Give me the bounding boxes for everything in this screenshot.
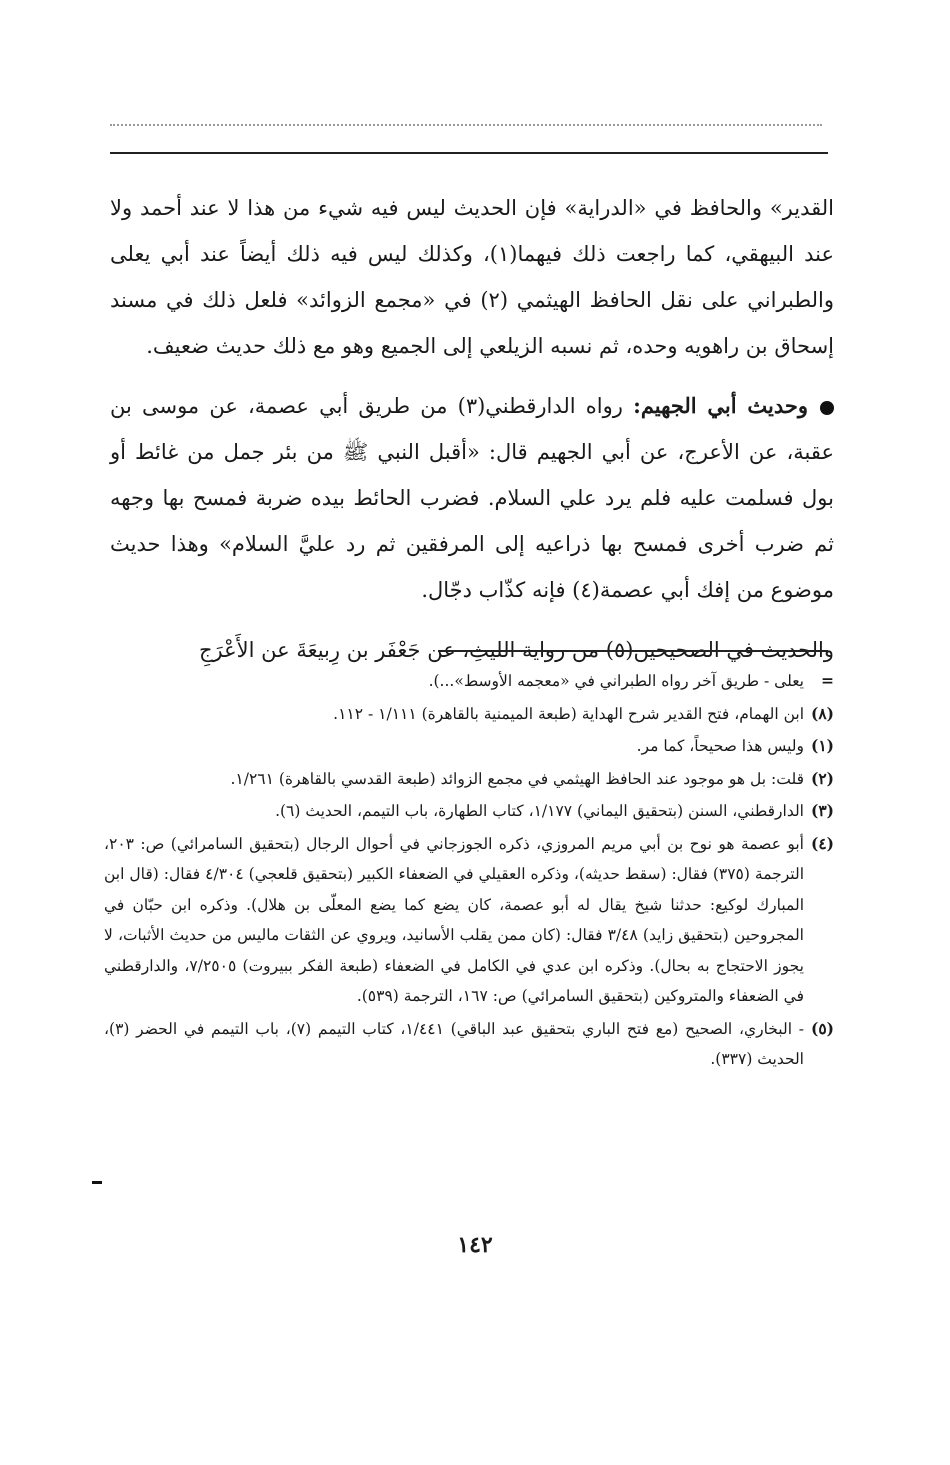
footnote-text: أبو عصمة هو نوح بن أبي مريم المروزي، ذكره الجوزجاني في أحوال الرجال (بتحقيق السامرائي) ص: ٢٠٣، الترجمة (٣٧٥) فقال: (سقط حديثه)، وذكره العقيلي في الضعفاء الكبير (بتحقيق قلعجي) ٤/٣٠٤ فقال: (قال ابن المبارك لوكيع: حدثنا شيخ يقال له أبو عصمة، كان يضع كما يضع المعلّى بن هلال). وذكره ابن حبّان في المجروحين (بتحقيق زايد) ٣/٤٨ فقال: (كان ممن يقلب الأسانيد، ويروي عن الثقات ماليس من حديث الأثبات، لا يجوز الاحتجاج به بحال). وذكره ابن عدي في الكامل في الضعفاء (طبعة الفكر ببيروت) ٧/٢٥٠٥، والدارقطني في الضعفاء والمتروكين (بتحقيق السامرائي) ص: ١٦٧، الترجمة (٥٣٩).: [104, 834, 804, 1005]
header-dotted-rule: [110, 124, 822, 126]
paragraph-3: والحديث في الصحيحين(٥) من رواية الليثِ، عن جَعْفَر بن رِبيعَةَ عن الأَعْرَجِ: [198, 638, 834, 662]
paragraph-2-lead: وحديث أبي الجهيم:: [633, 393, 808, 418]
paragraph-2-text: رواه الدارقطني(٣) من طريق أبي عصمة، عن موسى بن عقبة، عن الأعرج، عن أبي الجهيم قال: «أقبل النبي ﷺ من بئر جمل من غائط أو بول فسلمت عليه فلم يرد علي السلام. فضرب الحائط بيده ضربة فمسح بها وجهه ثم ضرب أخرى فمسح بها ذراعيه إلى المرفقين ثم رد عليَّ السلام» وهذا حديث موضوع من إفك أبي عصمة(٤) فإنه كذّاب دجّال.: [110, 394, 834, 602]
footnote-item: [104, 666, 834, 697]
footnote-number: =: [821, 671, 834, 690]
footnote-number: (٥): [810, 1018, 834, 1038]
header-rule: [110, 152, 828, 154]
footnote-separator: [438, 650, 828, 652]
main-text: [110, 185, 834, 673]
footnote-text: الدارقطني، السنن (بتحقيق اليماني) ١/١٧٧، كتاب الطهارة، باب التيمم، الحديث (٦).: [275, 802, 804, 820]
footnote-number: (٤): [810, 833, 834, 853]
paragraph-1: القدير» والحافظ في «الدراية» فإن الحديث ليس فيه شيء من هذا لا عند أحمد ولا عند البيهقي، كما راجعت ذلك فيهما(١)، وكذلك ليس فيه ذلك أيضاً عند أبي يعلى والطبراني على نقل الحافظ الهيثمي (٢) في «مجمع الزوائد» فلعل ذلك في مسند إسحاق بن راهويه وحده، ثم نسبه الزيلعي إلى الجميع وهو مع ذلك حديث ضعيف.: [110, 196, 835, 358]
paragraph-2: [110, 383, 834, 613]
footnote-text: قلت: بل هو موجود عند الحافظ الهيثمي في مجمع الزوائد (طبعة القدسي بالقاهرة) ١/٢٦١.: [230, 769, 804, 788]
footnote-item: [104, 829, 834, 1012]
margin-mark: [92, 1181, 102, 1184]
footnote-item: [104, 731, 834, 762]
footnote-number: (٨): [810, 703, 834, 723]
footnote-item: [104, 699, 834, 730]
page-number: ١٤٢: [457, 1232, 493, 1258]
footnotes: [104, 666, 834, 1077]
footnote-text: ابن الهمام، فتح القدير شرح الهداية (طبعة الميمنية بالقاهرة) ١/١١١ - ١١٢.: [333, 704, 804, 723]
footnote-text: وليس هذا صحيحاً، كما مر.: [636, 737, 804, 755]
bullet-icon: [820, 401, 834, 415]
footnote-item: [104, 1014, 834, 1075]
footnote-number: (٢): [810, 768, 834, 788]
footnote-item: [104, 796, 834, 827]
footnote-text: يعلى - طريق آخر رواه الطبراني في «معجمه الأوسط»...).: [428, 672, 804, 690]
footnote-number: (١): [810, 736, 834, 755]
footnote-text: - البخاري، الصحيح (مع فتح الباري بتحقيق عبد الباقي) ١/٤٤١، كتاب التيمم (٧)، باب التيمم في الحضر (٣)، الحديث (٣٣٧).: [104, 1019, 804, 1068]
footnote-number: (٣): [810, 801, 834, 820]
footnote-item: [104, 764, 834, 795]
